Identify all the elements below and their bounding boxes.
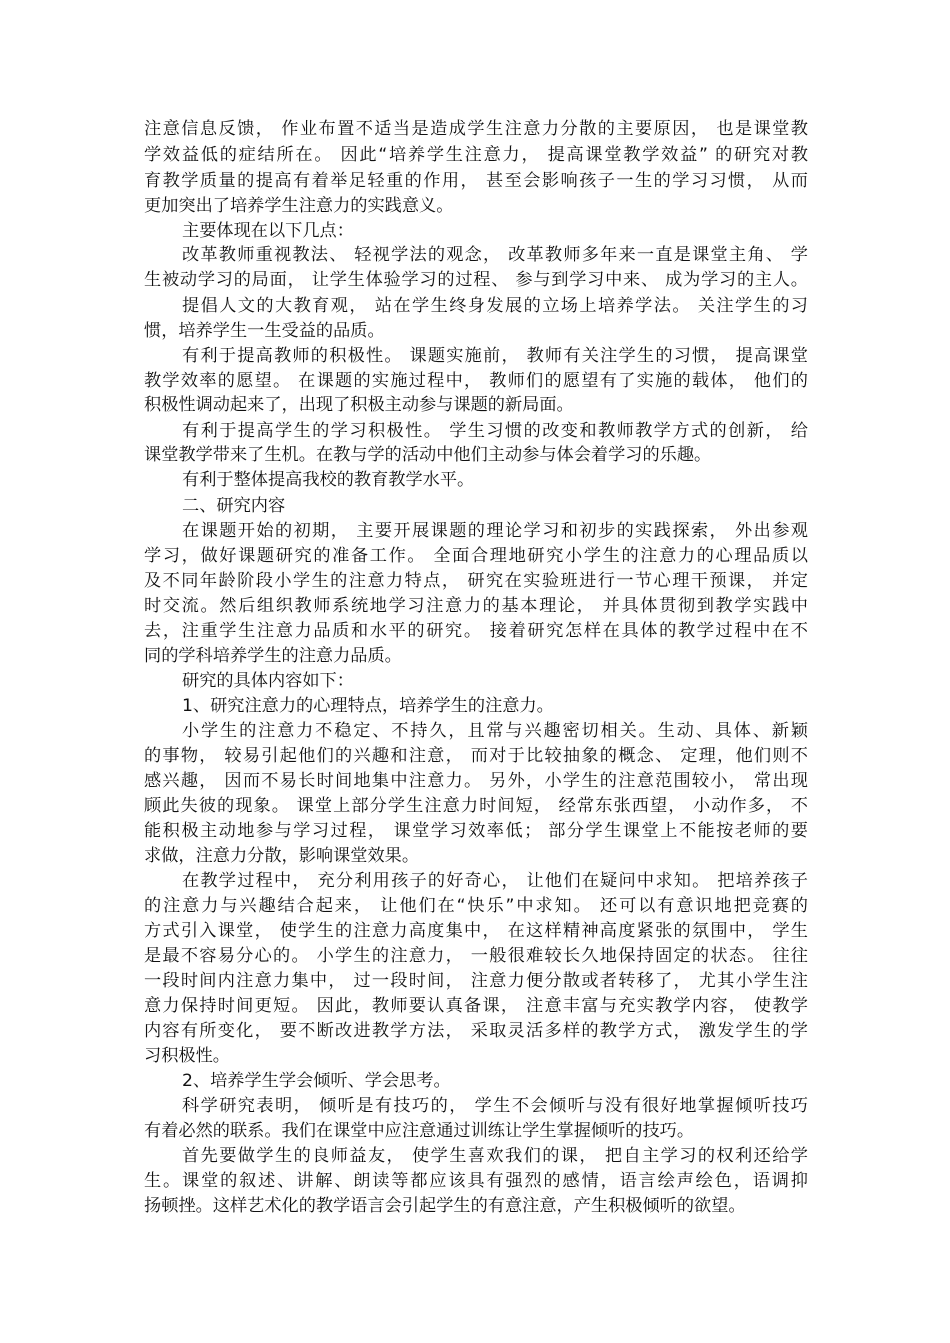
text-line: 小学生的注意力不稳定、不持久，且常与兴趣密切相关。生动、具体、新颖 — [182, 721, 808, 741]
text-line: 去，注重学生注意力品质和水平的研究。 接着研究怎样在具体的教学过程中在不 — [144, 621, 808, 641]
text-line: 改革教师重视教法、 轻视学法的观念， 改革教师多年来一直是课堂主角、 学 — [182, 245, 808, 265]
text-line: 研究的具体内容如下： — [182, 671, 354, 691]
text-line: 方式引入课堂， 使学生的注意力高度集中， 在这样精神高度紧张的氛围中， 学生 — [144, 921, 808, 941]
text-line: 教学效率的愿望。 在课题的实施过程中， 教师们的愿望有了实施的载体， 他们的 — [144, 371, 808, 391]
section-heading: 二、研究内容 — [182, 496, 286, 516]
text-line: 有利于提高学生的学习积极性。 学生习惯的改变和教师教学方式的创新， 给 — [182, 421, 808, 441]
text-line: 科学研究表明， 倾听是有技巧的， 学生不会倾听与没有很好地掌握倾听技巧 — [182, 1096, 808, 1116]
text-line: 有着必然的联系。我们在课堂中应注意通过训练让学生掌握倾听的技巧。 — [144, 1121, 695, 1141]
text-line: 在课题开始的初期， 主要开展课题的理论学习和初步的实践探索， 外出参观 — [182, 521, 808, 541]
subsection-heading: 2、培养学生学会倾听、学会思考。 — [182, 1071, 451, 1091]
text-line: 注意信息反馈， 作业布置不适当是造成学生注意力分散的主要原因， 也是课堂教 — [144, 119, 808, 139]
text-line: 生。课堂的叙述、讲解、朗读等都应该具有强烈的感情，语言绘声绘色，语调抑 — [144, 1171, 808, 1191]
text-line: 生被动学习的局面， 让学生体验学习的过程、 参与到学习中来、 成为学习的主人。 — [144, 270, 808, 290]
text-line: 育教学质量的提高有着举足轻重的作用， 甚至会影响孩子一生的学习习惯， 从而 — [144, 171, 808, 191]
text-line: 感兴趣， 因而不易长时间地集中注意力。 另外，小学生的注意范围较小， 常出现 — [144, 771, 808, 791]
text-line: 积极性调动起来了，出现了积极主动参与课题的新局面。 — [144, 395, 574, 415]
text-line: 首先要做学生的良师益友， 使学生喜欢我们的课， 把自主学习的权利还给学 — [182, 1146, 808, 1166]
text-line: 在教学过程中， 充分利用孩子的好奇心， 让他们在疑问中求知。 把培养孩子 — [182, 871, 808, 891]
text-line: 同的学科培养学生的注意力品质。 — [144, 646, 402, 666]
text-line: 扬顿挫。这样艺术化的教学语言会引起学生的有意注意，产生积极倾听的欲望。 — [144, 1196, 746, 1216]
text-line: 有利于提高教师的积极性。 课题实施前， 教师有关注学生的习惯， 提高课堂 — [182, 346, 808, 366]
text-line: 学习，做好课题研究的准备工作。 全面合理地研究小学生的注意力的心理品质以 — [144, 546, 808, 566]
text-line: 课堂教学带来了生机。在教与学的活动中他们主动参与体会着学习的乐趣。 — [144, 445, 712, 465]
text-line: 是最不容易分心的。 小学生的注意力， 一般很难较长久地保持固定的状态。 往往 — [144, 946, 808, 966]
text-line: 更加突出了培养学生注意力的实践意义。 — [144, 196, 454, 216]
text-line: 惯，培养学生一生受益的品质。 — [144, 321, 385, 341]
text-line: 习积极性。 — [144, 1046, 230, 1066]
text-line: 主要体现在以下几点： — [182, 221, 354, 241]
text-line: 顾此失彼的现象。 课堂上部分学生注意力时间短， 经常东张西望， 小动作多， 不 — [144, 796, 808, 816]
text-line: 内容有所变化， 要不断改进教学方法， 采取灵活多样的教学方式， 激发学生的学 — [144, 1021, 808, 1041]
text-line: 的注意力与兴趣结合起来， 让他们在“快乐”中求知。 还可以有意识地把竞赛的 — [144, 896, 808, 916]
text-line: 意力保持时间更短。 因此，教师要认真备课， 注意丰富与充实教学内容， 使教学 — [144, 996, 808, 1016]
text-line: 有利于整体提高我校的教育教学水平。 — [182, 470, 475, 490]
text-line: 时交流。然后组织教师系统地学习注意力的基本理论， 并具体贯彻到教学实践中 — [144, 596, 808, 616]
text-line: 学效益低的症结所在。 因此“培养学生注意力， 提高课堂教学效益” 的研究对教 — [144, 145, 808, 165]
text-line: 一段时间内注意力集中， 过一段时间， 注意力便分散或者转移了， 尤其小学生注 — [144, 971, 808, 991]
text-line: 提倡人文的大教育观， 站在学生终身发展的立场上培养学法。 关注学生的习 — [182, 296, 808, 316]
subsection-heading: 1、研究注意力的心理特点，培养学生的注意力。 — [182, 696, 554, 716]
text-line: 及不同年龄阶段小学生的注意力特点， 研究在实验班进行一节心理干预课， 并定 — [144, 571, 808, 591]
text-line: 的事物， 较易引起他们的兴趣和注意， 而对于比较抽象的概念、 定理，他们则不 — [144, 746, 808, 766]
text-line: 能积极主动地参与学习过程， 课堂学习效率低； 部分学生课堂上不能按老师的要 — [144, 821, 808, 841]
text-line: 求做，注意力分散，影响课堂效果。 — [144, 846, 420, 866]
